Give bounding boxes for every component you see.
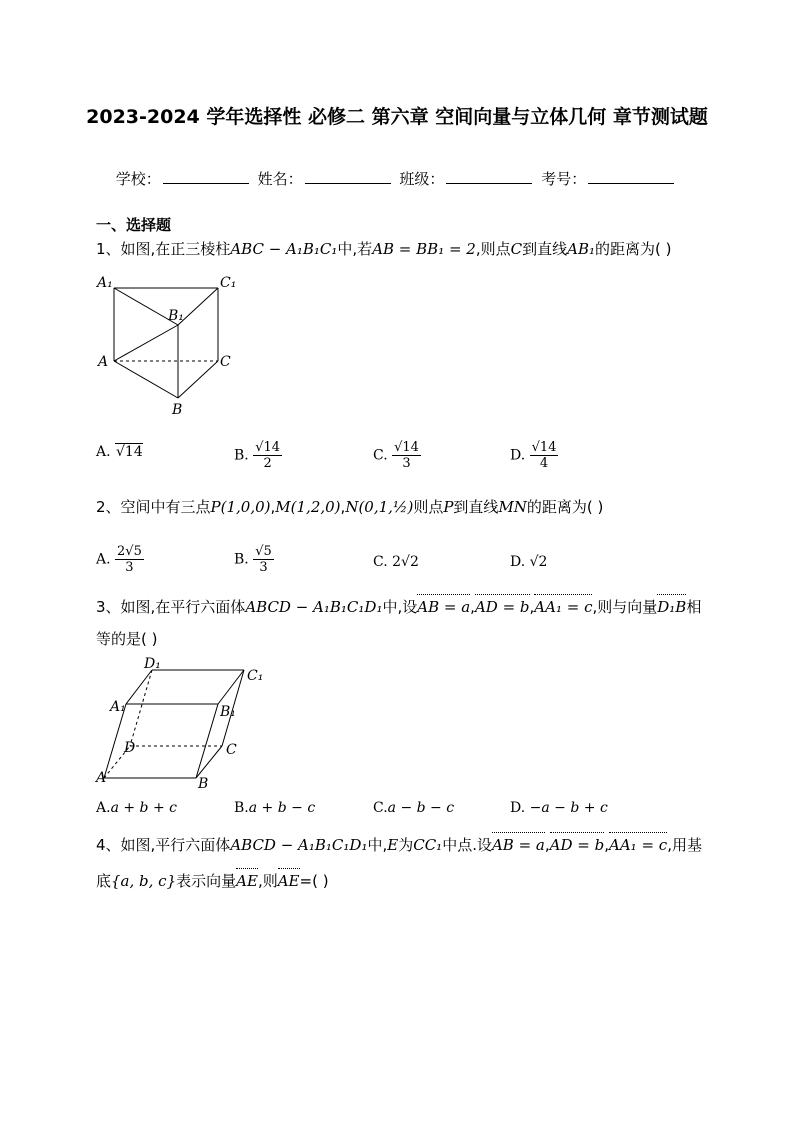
q3-option-d-value: −a − b + c xyxy=(529,800,608,816)
q2-prefix: 2、空间中有三点 xyxy=(96,498,211,516)
q1-prefix: 1、如图,在正三棱柱 xyxy=(96,240,231,258)
q3-option-b-letter: B. xyxy=(234,800,249,816)
q1-option-b-num: √14 xyxy=(255,440,281,455)
number-label: 考号： xyxy=(541,170,587,188)
q3-suffix: 相 xyxy=(686,598,702,616)
q1-label-b1: B₁ xyxy=(168,308,184,324)
q4-vector-ab: AB = a xyxy=(491,836,545,854)
q4-vector-ae: AE xyxy=(236,872,258,890)
q4-mid: 中, xyxy=(367,836,388,854)
q4-mid3: 中点.设 xyxy=(442,836,492,854)
q2-option-b-den: 3 xyxy=(259,560,268,575)
q2-option-c[interactable] xyxy=(373,554,419,570)
q1-label-c1: C₁ xyxy=(220,275,237,291)
q1-option-c-den: 3 xyxy=(402,456,411,471)
q1-label-b: B xyxy=(172,402,183,418)
q4-line2a: 底 xyxy=(96,872,112,890)
q3-option-c-value: a − b − c xyxy=(387,800,455,816)
q1-option-d-den: 4 xyxy=(539,456,549,471)
section-title: 一、选择题 xyxy=(96,216,172,234)
q2-option-a[interactable] xyxy=(96,544,144,575)
student-info-row xyxy=(0,168,794,189)
q3-vector-ab: AB = a xyxy=(417,598,471,616)
q4-point-e: E xyxy=(387,836,399,854)
q2-option-a-letter: A. xyxy=(96,551,111,568)
q2-option-b[interactable] xyxy=(234,544,274,575)
q3-solid: ABCD − A₁B₁C₁D₁ xyxy=(245,598,383,616)
q2-point-n: N(0,1,½) xyxy=(345,498,414,516)
q3-label-d: D xyxy=(124,740,136,756)
q3-option-a-value: a + b + c xyxy=(110,800,177,816)
school-label: 学校： xyxy=(115,170,161,188)
q3-option-b[interactable] xyxy=(234,800,315,816)
q2-option-b-letter: B. xyxy=(234,551,249,568)
name-label: 姓名： xyxy=(257,170,303,188)
question-3: 3、如图,在平行六面体ABCD − A₁B₁C₁D₁中,设AB = a,AD = b,AA₁ = c,则与向量D₁B相 等的是( ) xyxy=(96,598,702,648)
q1-prism: ABC − A₁B₁C₁ xyxy=(230,240,338,258)
q1-label-c: C xyxy=(220,354,231,370)
q3-vector-aa1: AA₁ = c xyxy=(534,598,593,616)
q4-solid: ABCD − A₁B₁C₁D₁ xyxy=(230,836,368,854)
q3-vector-d1b: D₁B xyxy=(657,598,687,616)
q1-suffix: 的距离为( ) xyxy=(595,240,672,258)
q1-option-d[interactable] xyxy=(510,440,558,471)
q3-label-b: B xyxy=(198,776,209,792)
q2-option-a-den: 3 xyxy=(125,560,134,575)
question-4: 4、如图,平行六面体ABCD − A₁B₁C₁D₁中,E为CC₁中点.设AB = a,AD = b,AA₁ = c,用基 底{a, b, c}表示向量AE,则AE=( ) xyxy=(96,836,702,890)
q3-option-a-letter: A. xyxy=(96,800,111,816)
number-blank[interactable] xyxy=(588,169,674,184)
q1-label-a: A xyxy=(98,354,109,370)
q4-basis: {a, b, c} xyxy=(111,872,177,890)
q2-point-m: M(1,2,0) xyxy=(275,498,341,516)
q1-option-c-num: √14 xyxy=(394,440,419,455)
q2-point: P xyxy=(443,498,454,516)
q4-vector-ad: AD = b xyxy=(549,836,605,854)
question-2: 2、空间中有三点P(1,0,0),M(1,2,0),N(0,1,½)则点P到直线MN的距离为( ) xyxy=(96,498,604,516)
q2-mid2: 到直线 xyxy=(453,498,499,516)
q1-mid1: 中,若 xyxy=(337,240,373,258)
q2-option-c-letter: C. xyxy=(373,554,388,570)
q3-vector-ad: AD = b xyxy=(474,598,530,616)
q3-parallelepiped-figure xyxy=(92,656,272,796)
q2-point-p: P(1,0,0) xyxy=(210,498,271,516)
q4-vector-ae-2: AE xyxy=(277,872,300,890)
q3-label-c: C xyxy=(226,742,237,758)
q4-suffix: ,用基 xyxy=(667,836,702,854)
q1-option-a-letter: A. xyxy=(96,444,111,460)
q3-label-a: A xyxy=(96,770,107,786)
q1-option-c[interactable] xyxy=(373,440,421,471)
q3-option-d[interactable] xyxy=(510,800,608,816)
name-blank[interactable] xyxy=(305,169,391,184)
q2-line: MN xyxy=(498,498,527,516)
q2-option-d-letter: D. xyxy=(510,554,526,570)
q1-line: AB₁ xyxy=(567,240,596,258)
q3-option-c-letter: C. xyxy=(373,800,388,816)
q1-option-b[interactable] xyxy=(234,440,282,471)
q2-option-c-value: 2√2 xyxy=(392,554,419,570)
q1-option-c-letter: C. xyxy=(373,447,388,464)
q1-option-d-letter: D. xyxy=(510,447,526,464)
class-blank[interactable] xyxy=(446,169,532,184)
q3-mid: 中,设 xyxy=(382,598,418,616)
q4-prefix: 4、如图,平行六面体 xyxy=(96,836,231,854)
question-1 xyxy=(96,238,706,260)
q3-option-d-letter: D. xyxy=(510,800,526,816)
q4-line2d: =( ) xyxy=(299,872,329,890)
q3-label-b1: B₁ xyxy=(220,704,236,720)
q3-label-c1: C₁ xyxy=(247,668,264,684)
q3-line2: 等的是( ) xyxy=(96,630,158,648)
q3-mid2: ,则与向量 xyxy=(592,598,658,616)
q4-line2c: ,则 xyxy=(257,872,278,890)
q1-condition: AB = BB₁ = 2 xyxy=(372,240,476,258)
q4-edge: CC₁ xyxy=(413,836,443,854)
q1-mid2: ,则点 xyxy=(475,240,511,258)
q1-label-a1: A₁ xyxy=(97,275,113,291)
q3-label-d1: D₁ xyxy=(144,656,161,672)
q1-option-a[interactable] xyxy=(96,444,143,460)
q3-option-c[interactable] xyxy=(373,800,454,816)
q3-label-a1: A₁ xyxy=(110,699,126,715)
q1-mid3: 到直线 xyxy=(522,240,568,258)
q3-option-b-value: a + b − c xyxy=(248,800,316,816)
q4-line2b: 表示向量 xyxy=(176,872,237,890)
q2-suffix: 的距离为( ) xyxy=(526,498,604,516)
q2-option-a-num: 2√5 xyxy=(117,544,142,559)
q1-option-a-value: √14 xyxy=(116,444,143,460)
q3-prefix: 3、如图,在平行六面体 xyxy=(96,598,246,616)
class-label: 班级： xyxy=(399,170,445,188)
q1-option-b-letter: B. xyxy=(234,447,249,464)
q1-point: C xyxy=(510,240,523,258)
q2-option-d[interactable] xyxy=(510,554,547,570)
q2-option-b-num: √5 xyxy=(255,544,272,559)
q2-mid: 则点 xyxy=(413,498,444,516)
school-blank[interactable] xyxy=(163,169,249,184)
q1-option-d-num: √14 xyxy=(531,440,557,455)
q4-mid2: 为 xyxy=(398,836,414,854)
page-title: 2023-2024 学年选择性 必修二 第六章 空间向量与立体几何 章节测试题 xyxy=(86,106,708,128)
q2-option-d-value: √2 xyxy=(529,554,548,570)
q1-option-b-den: 2 xyxy=(263,456,272,471)
q1-prism-figure xyxy=(92,270,252,420)
q3-option-a[interactable] xyxy=(96,800,177,816)
q4-vector-aa1: AA₁ = c xyxy=(609,836,668,854)
